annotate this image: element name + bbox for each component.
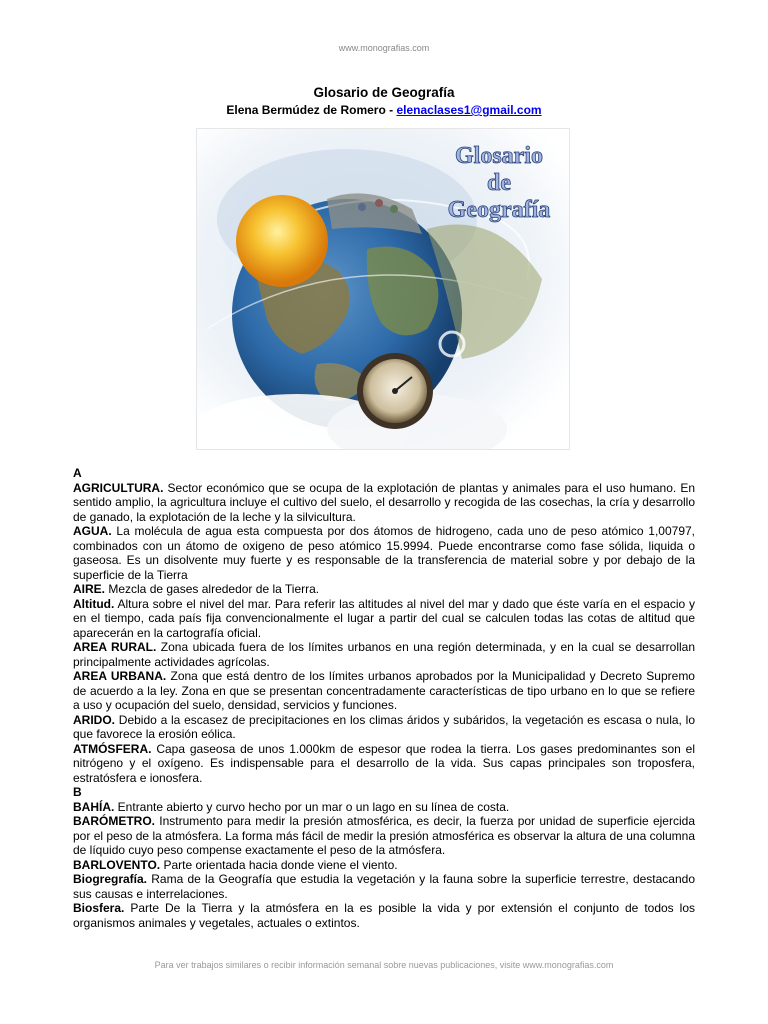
section-letter-b: B (73, 785, 82, 799)
term: AGRICULTURA. (73, 480, 164, 495)
entry-barometro (73, 814, 695, 858)
entry-altitud (73, 597, 695, 641)
author-line (0, 103, 768, 117)
term: AIRE. (73, 582, 106, 596)
definition: Zona que está dentro de los límites urbanos aprobados por la Municipalidad y Decreto Supremo de acuerdo a la ley. Zona en que se presentan concentradamente características de tipo urbano en lo que se refiere a uso y ocupación del suelo, densidad, servicios y funciones. (73, 669, 695, 712)
term: AREA URBANA. (73, 669, 167, 683)
definition: Capa gaseosa de unos 1.000km de espesor que rodea la tierra. Los gases predominantes son el nitrógeno y el oxígeno. Es indispensable para el desarrollo de la vida. Sus capas principales son troposfera, estratósfera e ionosfera. (73, 741, 695, 785)
hero-title-line-1: Glosario (455, 143, 543, 169)
entry-area-rural (73, 640, 695, 669)
entry-biosfera (73, 901, 695, 930)
definition: Debido a la escasez de precipitaciones en los climas áridos y subáridos, la vegetación es escasa o nula, lo que favorece la erosión eólica. (73, 712, 695, 741)
author-name: Elena Bermúdez de Romero (226, 103, 386, 117)
term: Biogregrafía. (73, 872, 148, 886)
document-title: Glosario de Geografía (313, 85, 455, 100)
entry-agricultura (73, 481, 695, 525)
term: ARIDO. (73, 712, 115, 727)
hero-illustration (196, 128, 570, 450)
glossary-content (73, 466, 695, 930)
term: AREA RURAL. (73, 640, 157, 654)
entry-biogeografia (73, 872, 695, 901)
definition: Entrante abierto y curvo hecho por un mar o un lago en su línea de costa. (114, 799, 510, 814)
definition: Parte orientada hacia donde viene el viento. (160, 857, 398, 872)
site-header-url: www.monografias.com (338, 43, 430, 53)
term: BARÓMETRO. (73, 814, 155, 828)
term: Biosfera. (73, 901, 125, 915)
author-separator: - (385, 103, 397, 117)
entry-agua (73, 524, 695, 582)
hero-title-line-3: Geografía (447, 197, 551, 223)
entry-atmosfera (73, 742, 695, 786)
term: AGUA. (73, 524, 112, 538)
author-email-link[interactable]: elenaclases1@gmail.com (396, 103, 542, 117)
definition: Sector económico que se ocupa de la explotación de plantas y animales para el uso humano. En sentido amplio, la agricultura incluye el cultivo del suelo, el desarrollo y recogida de las cosechas, la cría y desarrollo de ganado, la explotación de la leche y la silvicultura. (73, 480, 695, 524)
term: BARLOVENTO. (73, 857, 161, 872)
definition: Mezcla de gases alrededor de la Tierra. (105, 582, 320, 596)
section-letter-a: A (73, 466, 82, 480)
definition: La molécula de agua esta compuesta por dos átomos de hidrogeno, cada uno de peso atómico 1,00797, combinados con un átomo de oxigeno de peso atómico 15.9994. Puede encontrarse como fase sólida, liquida o gaseosa. Es un disolvente muy fuerte y es responsable de la transferencia de material sobre y por debajo de la superficie de la Tierra (73, 524, 695, 582)
definition: Parte De la Tierra y la atmósfera en la es posible la vida y por extensión el conjunto de todos los organismos animales y vegetales, actuales o extintos. (73, 901, 695, 930)
term: BAHÍA. (73, 799, 115, 814)
entry-arido (73, 713, 695, 742)
entry-barlovento (73, 858, 695, 873)
definition: Zona ubicada fuera de los límites urbanos en una región determinada, y en la cual se desarrollan principalmente actividades agrícolas. (73, 640, 696, 669)
entry-area-urbana (73, 669, 695, 713)
term: ATMÓSFERA. (73, 741, 152, 756)
footer-note: Para ver trabajos similares o recibir información semanal sobre nuevas publicaciones, visite www.monografias.com (154, 960, 614, 970)
hero-title-line-2: de (487, 170, 511, 196)
entry-aire (73, 582, 695, 597)
term: Altitud. (73, 596, 115, 611)
definition: Instrumento para medir la presión atmosférica, es decir, la fuerza por unidad de superficie ejercida por el peso de la atmósfera. La forma más fácil de medir la presión atmosférica es observar la altura de una columna de líquido cuyo peso compense exactamente el peso de la atmósfera. (73, 814, 695, 857)
globe-illustration (197, 129, 569, 449)
entry-bahia (73, 800, 695, 815)
definition: Altura sobre el nivel del mar. Para referir las altitudes al nivel del mar y dado que éste varía en el espacio y en el tiempo, cada país fija convencionalmente el lugar a partir del cual se calculen todas las cotas de altitud que aparecerán en la cartografía oficial. (73, 596, 695, 640)
definition: Rama de la Geografía que estudia la vegetación y la fauna sobre la superficie terrestre, destacando sus causas e interrelaciones. (73, 872, 695, 901)
